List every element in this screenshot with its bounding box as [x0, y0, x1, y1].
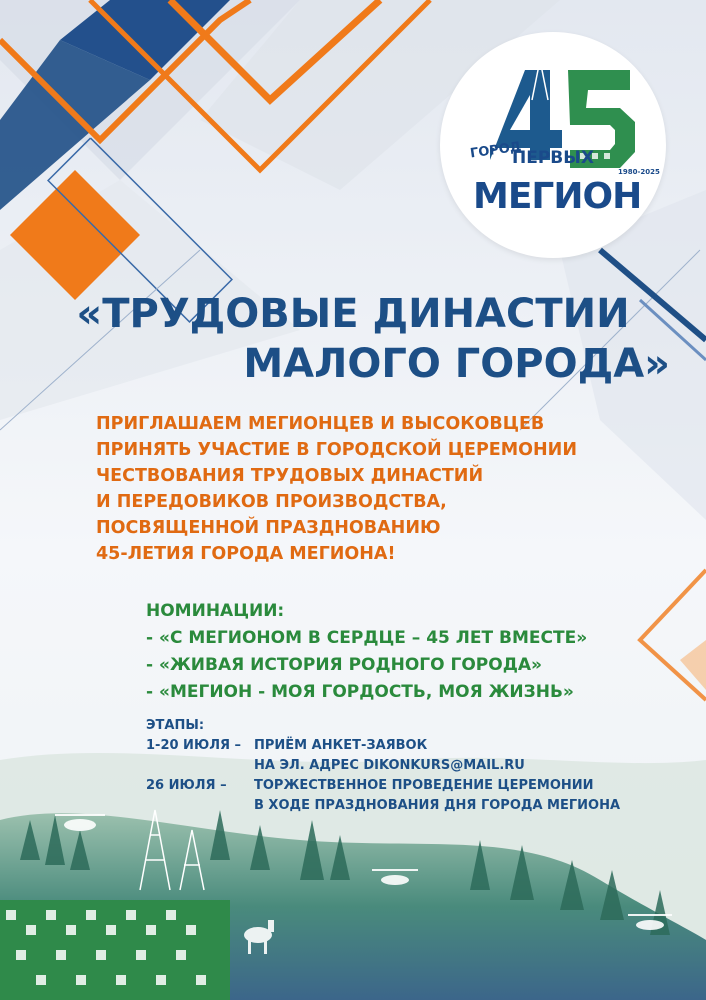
stage-text: В ХОДЕ ПРАЗДНОВАНИЯ ДНЯ ГОРОДА МЕГИОНА [254, 798, 621, 813]
stage-date [146, 776, 254, 796]
intro-line: ПОСВЯЩЕННОЙ ПРАЗДНОВАНИЮ [96, 518, 441, 538]
title-line1: «ТРУДОВЫЕ ДИНАСТИИ [76, 291, 630, 337]
logo-city: МЕГИОН [473, 176, 642, 217]
stages-heading: ЭТАПЫ: [146, 718, 205, 733]
intro-line: И ПЕРЕДОВИКОВ ПРОИЗВОДСТВА, [96, 492, 447, 512]
stage-text-cont [146, 796, 620, 816]
nominations-heading: НОМИНАЦИИ: [146, 601, 285, 621]
nomination-item: - «МЕГИОН - МОЯ ГОРДОСТЬ, МОЯ ЖИЗНЬ» [146, 682, 574, 702]
stage-dash: – [234, 738, 242, 753]
logo-line2: ПЕРВЫХ [512, 148, 594, 168]
title-line2: МАЛОГО ГОРОДА» [243, 341, 670, 387]
intro-line: ЧЕСТВОВАНИЯ ТРУДОВЫХ ДИНАСТИЙ [96, 466, 484, 486]
intro-line: 45-ЛЕТИЯ ГОРОДА МЕГИОНА! [96, 544, 396, 564]
intro-text [96, 411, 676, 567]
logo-line1: ГОРОД [469, 139, 523, 162]
intro-line: ПРИНЯТЬ УЧАСТИЕ В ГОРОДСКОЙ ЦЕРЕМОНИИ [96, 440, 577, 460]
nomination-item: - «ЖИВАЯ ИСТОРИЯ РОДНОГО ГОРОДА» [146, 655, 542, 675]
stage-row [146, 776, 620, 796]
stage-email: НА ЭЛ. АДРЕС DIKONKURS@MAIL.RU [254, 758, 525, 773]
intro-line: ПРИГЛАШАЕМ МЕГИОНЦЕВ И ВЫСОКОВЦЕВ [96, 414, 545, 434]
stage-text: ТОРЖЕСТВЕННОЕ ПРОВЕДЕНИЕ ЦЕРЕМОНИИ [254, 778, 594, 793]
stage-text: ПРИЁМ АНКЕТ-ЗАЯВОК [254, 738, 428, 753]
stage-date-text: 1-20 ИЮЛЯ [146, 738, 231, 753]
stage-row [146, 736, 620, 756]
stage-text-cont [146, 756, 620, 776]
stages [146, 716, 620, 816]
stage-date [146, 736, 254, 756]
nominations [146, 598, 587, 706]
logo-years: 1980-2025 [618, 168, 660, 176]
stage-dash: – [220, 778, 227, 793]
stage-date-text: 26 ИЮЛЯ [146, 778, 216, 793]
nomination-item: - «С МЕГИОНОМ В СЕРДЦЕ – 45 ЛЕТ ВМЕСТЕ» [146, 628, 588, 648]
